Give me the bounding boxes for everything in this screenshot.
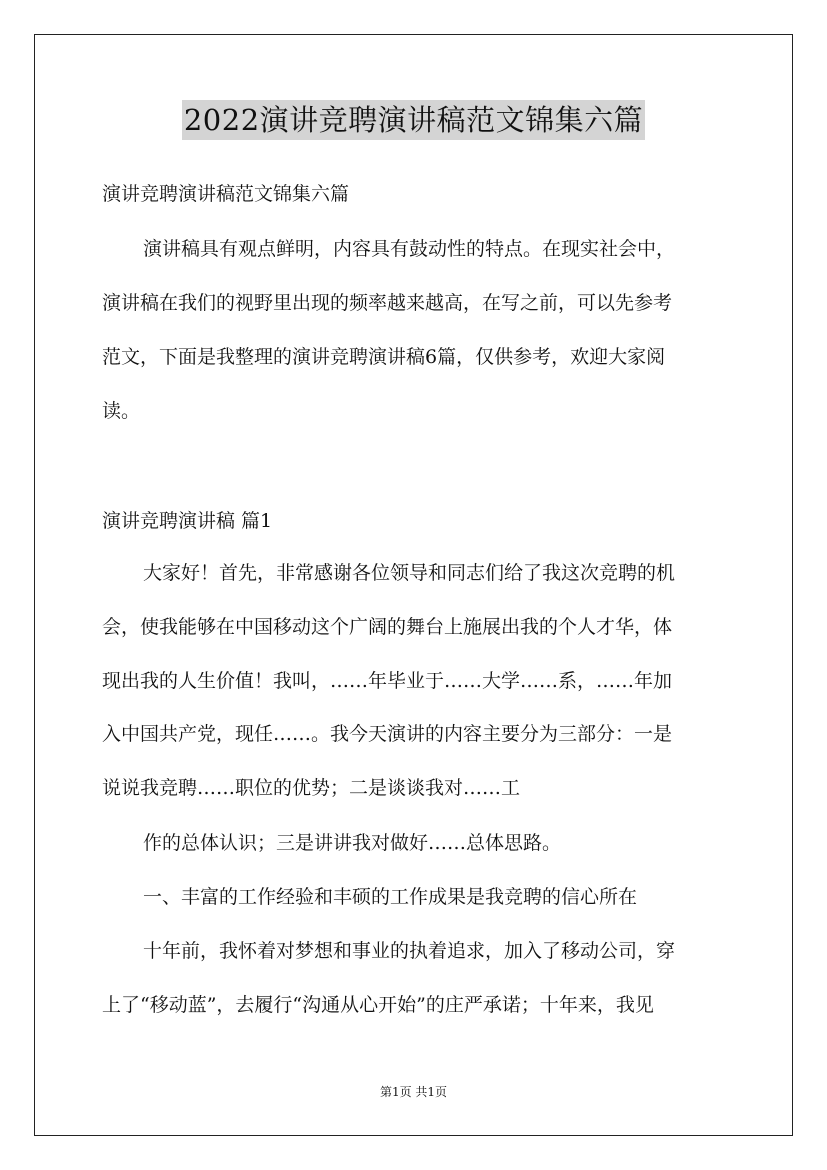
section-heading: 演讲竞聘演讲稿 篇1 xyxy=(102,510,273,532)
intro-line: 范文，下面是我整理的演讲竞聘演讲稿6篇，仅供参考，欢迎大家阅 xyxy=(102,346,666,368)
intro-line: 读。 xyxy=(102,400,141,422)
body-line: 现出我的人生价值！我叫，……年毕业于……大学……系，……年加 xyxy=(102,670,673,692)
intro-line: 演讲稿具有观点鲜明，内容具有鼓动性的特点。在现实社会中， xyxy=(143,238,676,260)
body-line: 一、丰富的工作经验和丰硕的工作成果是我竞聘的信心所在 xyxy=(143,886,638,908)
intro-line: 演讲稿在我们的视野里出现的频率越来越高，在写之前，可以先参考 xyxy=(102,292,673,314)
body-line: 说说我竞聘……职位的优势；二是谈谈我对……工 xyxy=(102,777,521,799)
body-line: 会，使我能够在中国移动这个广阔的舞台上施展出我的个人才华，体 xyxy=(102,616,673,638)
body-line: 大家好！首先，非常感谢各位领导和同志们给了我这次竞聘的机 xyxy=(143,562,676,584)
body-line: 入中国共产党，现任……。我今天演讲的内容主要分为三部分：一是 xyxy=(102,723,673,745)
document-subtitle: 演讲竞聘演讲稿范文锦集六篇 xyxy=(102,183,350,205)
title-container xyxy=(0,100,827,140)
body-line: 上了“移动蓝”，去履行“沟通从心开始”的庄严承诺；十年来，我见 xyxy=(102,994,654,1016)
body-line: 十年前，我怀着对梦想和事业的执着追求，加入了移动公司，穿 xyxy=(143,940,676,962)
body-line: 作的总体认识；三是讲讲我对做好……总体思路。 xyxy=(143,832,562,854)
document-title: 2022演讲竞聘演讲稿范文锦集六篇 xyxy=(182,100,645,140)
page-footer: 第1页 共1页 xyxy=(379,1085,448,1099)
